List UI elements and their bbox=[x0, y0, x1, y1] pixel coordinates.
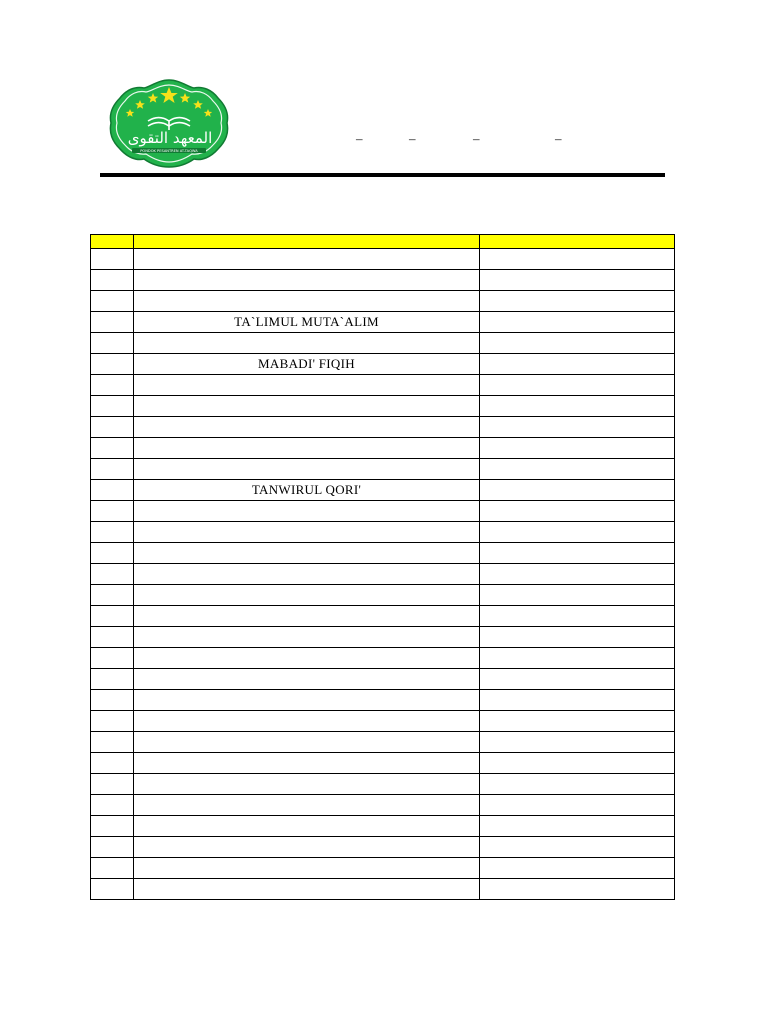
cell-book bbox=[134, 438, 480, 459]
table-row bbox=[91, 396, 675, 417]
cell-no bbox=[91, 816, 134, 837]
cell-no bbox=[91, 249, 134, 270]
table-row bbox=[91, 522, 675, 543]
cell-no bbox=[91, 270, 134, 291]
cell-book bbox=[134, 648, 480, 669]
cell-book bbox=[134, 774, 480, 795]
cell-note bbox=[480, 795, 675, 816]
table-row bbox=[91, 543, 675, 564]
cell-book bbox=[134, 816, 480, 837]
cell-note bbox=[480, 711, 675, 732]
cell-book bbox=[134, 837, 480, 858]
cell-book bbox=[134, 732, 480, 753]
logo-arabic-text: المعهد التقوى bbox=[127, 129, 213, 147]
cell-note bbox=[480, 480, 675, 501]
cell-note bbox=[480, 816, 675, 837]
header-dash: – bbox=[409, 131, 416, 146]
cell-note bbox=[480, 270, 675, 291]
pesantren-logo bbox=[108, 78, 230, 168]
cell-no bbox=[91, 522, 134, 543]
cell-book bbox=[134, 501, 480, 522]
cell-note bbox=[480, 585, 675, 606]
table-row bbox=[91, 837, 675, 858]
cell-no bbox=[91, 396, 134, 417]
cell-note bbox=[480, 879, 675, 900]
cell-no bbox=[91, 354, 134, 375]
cell-book bbox=[134, 291, 480, 312]
cell-book bbox=[134, 543, 480, 564]
cell-book bbox=[134, 585, 480, 606]
cell-book: TANWIRUL QORI' bbox=[134, 480, 480, 501]
header-dash: – bbox=[473, 131, 480, 146]
cell-no bbox=[91, 753, 134, 774]
table-row bbox=[91, 669, 675, 690]
cell-note bbox=[480, 501, 675, 522]
table-row bbox=[91, 312, 675, 333]
cell-note bbox=[480, 606, 675, 627]
cell-no bbox=[91, 564, 134, 585]
cell-book bbox=[134, 417, 480, 438]
cell-no bbox=[91, 459, 134, 480]
table-row bbox=[91, 753, 675, 774]
cell-book bbox=[134, 564, 480, 585]
curriculum-table bbox=[90, 234, 675, 900]
cell-no bbox=[91, 858, 134, 879]
cell-book bbox=[134, 711, 480, 732]
cell-book bbox=[134, 270, 480, 291]
cell-book bbox=[134, 249, 480, 270]
cell-no bbox=[91, 312, 134, 333]
table-row bbox=[91, 627, 675, 648]
cell-note bbox=[480, 354, 675, 375]
cell-no bbox=[91, 417, 134, 438]
cell-note bbox=[480, 648, 675, 669]
cell-no bbox=[91, 291, 134, 312]
cell-book bbox=[134, 396, 480, 417]
cell-no bbox=[91, 501, 134, 522]
cell-note bbox=[480, 753, 675, 774]
cell-note bbox=[480, 333, 675, 354]
header-cell-book bbox=[134, 235, 480, 249]
cell-note bbox=[480, 375, 675, 396]
table-row bbox=[91, 774, 675, 795]
header-dash: – bbox=[555, 131, 562, 146]
table-row bbox=[91, 333, 675, 354]
table-row bbox=[91, 291, 675, 312]
cell-no bbox=[91, 375, 134, 396]
cell-book: MABADI' FIQIH bbox=[134, 354, 480, 375]
table-row bbox=[91, 459, 675, 480]
table-row bbox=[91, 501, 675, 522]
cell-no bbox=[91, 711, 134, 732]
table-row bbox=[91, 816, 675, 837]
cell-no bbox=[91, 480, 134, 501]
table-row bbox=[91, 648, 675, 669]
cell-book: TA`LIMUL MUTA`ALIM bbox=[134, 312, 480, 333]
table-row bbox=[91, 732, 675, 753]
table-row bbox=[91, 480, 675, 501]
cell-no bbox=[91, 438, 134, 459]
table-row bbox=[91, 606, 675, 627]
cell-no bbox=[91, 732, 134, 753]
cell-note bbox=[480, 522, 675, 543]
cell-note bbox=[480, 291, 675, 312]
cell-no bbox=[91, 774, 134, 795]
cell-book bbox=[134, 375, 480, 396]
table-row bbox=[91, 690, 675, 711]
cell-book bbox=[134, 690, 480, 711]
cell-note bbox=[480, 459, 675, 480]
table-row bbox=[91, 375, 675, 396]
logo-subtitle: PONDOK PESANTREN AT-TAQWA bbox=[140, 149, 198, 153]
cell-book bbox=[134, 522, 480, 543]
cell-note bbox=[480, 669, 675, 690]
cell-no bbox=[91, 648, 134, 669]
cell-no bbox=[91, 543, 134, 564]
cell-book bbox=[134, 879, 480, 900]
header-rule bbox=[100, 173, 665, 177]
cell-note bbox=[480, 858, 675, 879]
cell-book bbox=[134, 333, 480, 354]
cell-note bbox=[480, 312, 675, 333]
table-row bbox=[91, 564, 675, 585]
table-row bbox=[91, 417, 675, 438]
header-dash: – bbox=[356, 131, 363, 146]
cell-no bbox=[91, 627, 134, 648]
table-row bbox=[91, 438, 675, 459]
cell-note bbox=[480, 438, 675, 459]
cell-book bbox=[134, 627, 480, 648]
cell-note bbox=[480, 543, 675, 564]
cell-note bbox=[480, 627, 675, 648]
table-row bbox=[91, 711, 675, 732]
cell-note bbox=[480, 396, 675, 417]
table-row bbox=[91, 354, 675, 375]
header-cell-note bbox=[480, 235, 675, 249]
cell-no bbox=[91, 837, 134, 858]
cell-note bbox=[480, 837, 675, 858]
cell-no bbox=[91, 795, 134, 816]
table-row bbox=[91, 585, 675, 606]
table-row bbox=[91, 270, 675, 291]
cell-no bbox=[91, 690, 134, 711]
cell-book bbox=[134, 459, 480, 480]
table-row bbox=[91, 795, 675, 816]
cell-note bbox=[480, 564, 675, 585]
table-header-row bbox=[91, 235, 675, 249]
cell-no bbox=[91, 879, 134, 900]
table-row bbox=[91, 249, 675, 270]
cell-no bbox=[91, 606, 134, 627]
cell-note bbox=[480, 417, 675, 438]
cell-no bbox=[91, 669, 134, 690]
header-cell-no bbox=[91, 235, 134, 249]
cell-book bbox=[134, 606, 480, 627]
table-row bbox=[91, 879, 675, 900]
cell-no bbox=[91, 333, 134, 354]
cell-note bbox=[480, 774, 675, 795]
cell-note bbox=[480, 690, 675, 711]
cell-book bbox=[134, 753, 480, 774]
cell-book bbox=[134, 669, 480, 690]
table-row bbox=[91, 858, 675, 879]
cell-note bbox=[480, 249, 675, 270]
cell-book bbox=[134, 858, 480, 879]
cell-note bbox=[480, 732, 675, 753]
cell-book bbox=[134, 795, 480, 816]
cell-no bbox=[91, 585, 134, 606]
